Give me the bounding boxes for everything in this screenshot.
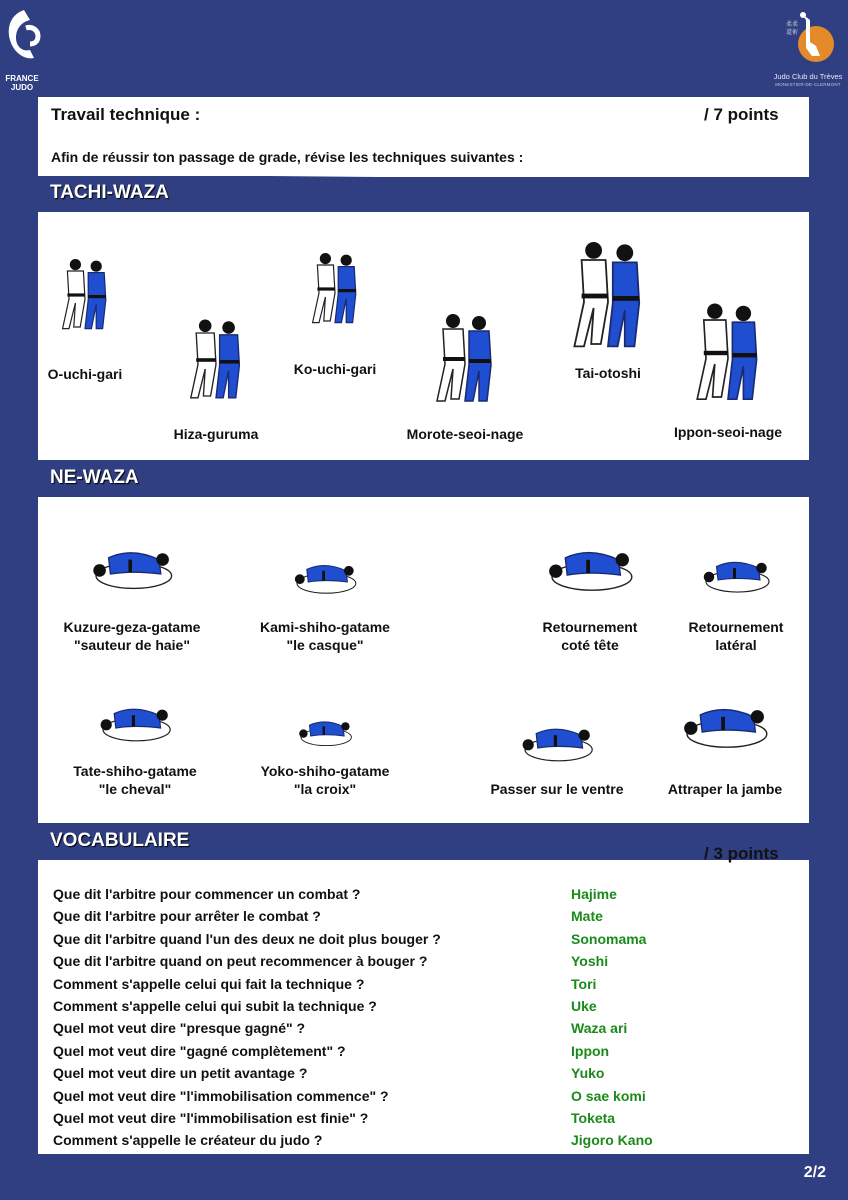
vocab-question: Comment s'appelle celui qui fait la technique ? <box>53 975 365 992</box>
technique-name: Tate-shiho-gatame <box>73 763 197 779</box>
judoka-illustration-icon <box>548 235 668 357</box>
technique-label <box>270 360 400 378</box>
intro-text: Afin de réussir ton passage de grade, révise les techniques suivantes : <box>51 149 524 165</box>
technique-points: / 7 points <box>704 105 779 124</box>
technique-name: Attraper la jambe <box>667 781 783 797</box>
technique-name: O-uchi-gari <box>47 366 123 382</box>
technique-tachi-waza <box>40 225 130 370</box>
technique-name: Ko-uchi-gari <box>293 361 377 377</box>
technique-ne-waza <box>655 675 795 775</box>
technique-label <box>32 618 232 654</box>
technique-label <box>146 425 286 443</box>
france-judo-text: FRANCE JUDO <box>5 74 39 92</box>
technique-label <box>462 780 652 798</box>
vocab-answer: Sonomama <box>571 930 647 947</box>
technique-subtitle: "le cheval" <box>98 781 172 797</box>
technique-subtitle: "la croix" <box>293 781 357 797</box>
vocab-question: Que dit l'arbitre quand on peut recommencer à bouger ? <box>53 953 428 970</box>
judoka-illustration-icon <box>60 680 210 760</box>
technique-label <box>225 762 425 798</box>
technique-tachi-waza <box>543 235 673 362</box>
judoka-illustration-icon <box>230 540 420 610</box>
vocabulaire-heading: VOCABULAIRE <box>38 824 378 860</box>
technique-name: Kuzure-geza-gatame <box>63 619 201 635</box>
technique-name: Ippon-seoi-nage <box>673 424 783 440</box>
technique-label <box>40 762 230 798</box>
technique-ne-waza <box>230 540 420 615</box>
vocab-answer: Hajime <box>571 886 617 902</box>
judoka-illustration-icon <box>245 700 405 760</box>
technique-label <box>635 780 815 798</box>
ne-waza-heading: NE-WAZA <box>38 461 378 497</box>
vocab-question: Que dit l'arbitre quand l'un des deux ne doit plus bouger ? <box>53 930 441 947</box>
technique-ne-waza <box>60 680 210 765</box>
vocab-answer: Ippon <box>571 1042 610 1059</box>
judoka-illustration-icon <box>676 535 796 610</box>
france-judo-emblem-icon <box>4 8 44 72</box>
technique-subtitle: "sauteur de haie" <box>74 637 190 653</box>
svg-text:柔: 柔 <box>792 21 799 28</box>
header-panel <box>38 97 809 177</box>
vocab-points: / 3 points <box>704 844 779 863</box>
technique-tachi-waza <box>290 230 380 353</box>
technique-label <box>20 365 150 383</box>
vocab-answer: Jigoro Kano <box>571 1132 653 1149</box>
judoka-illustration-icon <box>45 225 125 365</box>
club-logo <box>772 6 844 88</box>
technique-subtitle: latéral <box>715 637 757 653</box>
technique-name: Hiza-guruma <box>173 426 259 442</box>
judoka-illustration-icon <box>171 300 261 420</box>
svg-text:術: 術 <box>792 29 799 36</box>
technique-name: Tai-otoshi <box>575 365 641 381</box>
technique-ne-waza <box>482 700 632 785</box>
vocab-answer: O sae komi <box>571 1087 646 1104</box>
technique-ne-waza <box>52 520 212 615</box>
technique-subtitle: "le casque" <box>286 637 364 653</box>
vocab-answer: Mate <box>571 908 603 925</box>
technique-tachi-waza <box>166 300 266 425</box>
technique-name: Yoko-shiho-gatame <box>260 763 390 779</box>
svg-text:道: 道 <box>786 29 793 36</box>
technique-ne-waza <box>520 518 660 618</box>
tachi-waza-heading: TACHI-WAZA <box>38 176 378 212</box>
svg-text:柔: 柔 <box>786 21 793 28</box>
club-name: Judo Club du Trèves <box>773 72 843 81</box>
vocab-question: Quel mot veut dire "presque gagné" ? <box>53 1020 306 1037</box>
technique-name: Passer sur le ventre <box>490 781 624 797</box>
vocab-question: Que dit l'arbitre pour commencer un combat ? <box>53 886 361 902</box>
vocab-question: Quel mot veut dire "l'immobilisation est finie" ? <box>53 1110 369 1126</box>
judoka-illustration-icon <box>415 298 515 420</box>
club-city: MONESTIER-DE-CLERMONT <box>775 82 841 87</box>
technique-tachi-waza <box>410 298 520 425</box>
vocab-question: Que dit l'arbitre pour arrêter le combat ? <box>53 908 321 925</box>
vocab-answer: Uke <box>571 998 597 1014</box>
vocab-answer: Tori <box>571 975 597 992</box>
vocab-question: Comment s'appelle le créateur du judo ? <box>53 1132 323 1149</box>
judoka-illustration-icon <box>295 230 375 348</box>
technique-label <box>390 425 540 443</box>
vocab-answer: Toketa <box>571 1110 616 1126</box>
judoka-illustration-icon <box>655 675 795 770</box>
vocab-question: Quel mot veut dire "l'immobilisation commence" ? <box>53 1087 389 1104</box>
vocab-answer: Yoshi <box>571 953 609 970</box>
technique-ne-waza <box>676 535 796 615</box>
technique-name: Morote-seoi-nage <box>406 426 524 442</box>
judoka-illustration-icon <box>52 520 212 610</box>
technique-name: Retournement <box>688 619 784 635</box>
club-crane-icon <box>772 6 844 70</box>
technique-tachi-waza <box>668 290 788 421</box>
technique-ne-waza <box>245 700 405 765</box>
technique-label <box>500 618 680 654</box>
vocab-answer: Yuko <box>571 1065 605 1082</box>
page-number: 2/2 <box>803 1164 826 1181</box>
technique-label <box>656 618 816 654</box>
vocab-question: Quel mot veut dire un petit avantage ? <box>53 1065 308 1082</box>
technique-subtitle: coté tête <box>561 637 619 653</box>
vocab-answer: Waza ari <box>571 1020 628 1037</box>
vocab-question: Quel mot veut dire "gagné complètement" ? <box>53 1042 346 1059</box>
technique-name: Retournement <box>542 619 638 635</box>
technique-label <box>210 618 440 654</box>
france-judo-logo <box>4 8 44 92</box>
vocab-question: Comment s'appelle celui qui subit la technique ? <box>53 998 377 1014</box>
technique-label <box>648 423 808 441</box>
section-title: Travail technique : <box>51 105 201 124</box>
judoka-illustration-icon <box>673 290 783 416</box>
judoka-illustration-icon <box>482 700 632 780</box>
judoka-illustration-icon <box>520 518 660 613</box>
technique-name: Kami-shiho-gatame <box>260 619 390 635</box>
